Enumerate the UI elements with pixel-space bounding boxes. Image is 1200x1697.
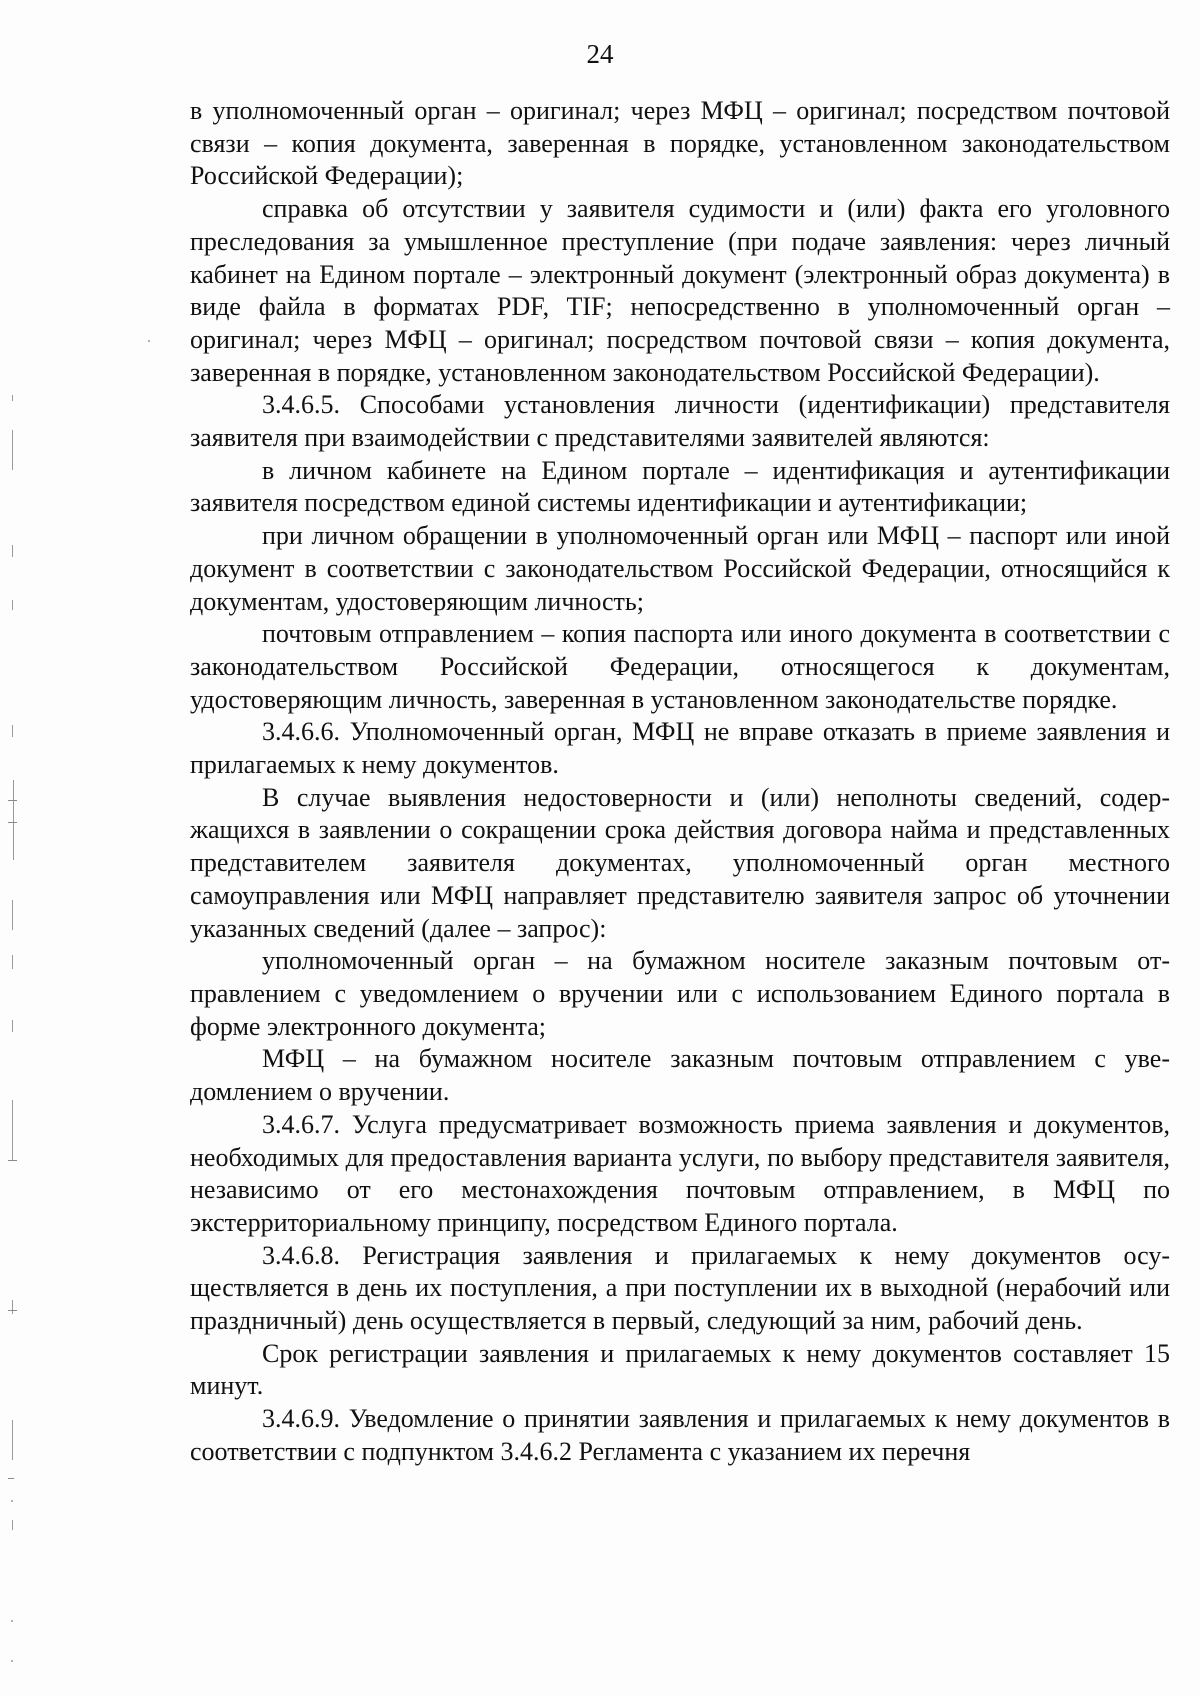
paragraph: Срок регистрации заявления и прилагаемых к нему документов составляет 15 минут. bbox=[190, 1338, 1170, 1401]
page-number: 24 bbox=[586, 39, 614, 69]
paragraph: в личном кабинете на Едином портале – идентификация и аутентификации заявителя посредством единой системы идентификации и аутентификации; bbox=[190, 455, 1170, 518]
paragraph: В случае выявления недостоверности и (или) неполноты сведений, содержащихся в заявлении о сокращении срока действия договора найма и представленных представителем заявителя документах, уполномоченный орган местного самоуправления или МФЦ направляет представителю заявителя запрос об уточнении указанных сведений (далее – запрос): bbox=[190, 782, 1170, 943]
paragraph: уполномоченный орган – на бумажном носителе заказным почтовым отправлением с уведомлением о вручении или с использованием Единого портала в форме электронного документа; bbox=[190, 946, 1170, 1041]
paragraph: 3.4.6.9. Уведомление о принятии заявления и прилагаемых к нему документов в соответствии с подпунктом 3.4.6.2 Регламента с указанием их перечня bbox=[190, 1404, 1170, 1466]
paragraph: МФЦ – на бумажном носителе заказным почтовым отправлением с уведомлением о вручении. bbox=[190, 1044, 1170, 1107]
paragraph: справка об отсутствии у заявителя судимости и (или) факта его уголовного преследования за умышленное преступление (при подаче заявления: через личный кабинет на Едином портале – электронный документ (электронный образ документа) в виде файла в форматах PDF, TIF; непосредственно в уполномоченный орган – оригинал; через МФЦ – оригинал; посредством почтовой связи – копия документа, заверенная в порядке, установленном законодательством Российской Федерации). bbox=[190, 194, 1170, 387]
paragraph: 3.4.6.7. Услуга предусматривает возможность приема заявления и документов, необходимых для предоставления варианта услуги, по выбору представителя заявителя, независимо от его местонахождения почтовым отправлением, в МФЦ по экстерриториальному принципу, посредством Единого портала. bbox=[190, 1109, 1170, 1237]
paragraph: 3.4.6.5. Способами установления личности (идентификации) представителя заявителя при взаимодействии с представителями заявителей являются: bbox=[190, 390, 1170, 453]
paragraph: 3.4.6.6. Уполномоченный орган, МФЦ не вправе отказать в приеме заявления и прилагаемых к нему документов. bbox=[190, 717, 1170, 780]
document-body bbox=[190, 95, 1170, 1469]
paragraph: в уполномоченный орган – оригинал; через МФЦ – оригинал; посредством почтовой связи – копия документа, заверенная в порядке, установленном законодательством Российской Федерации); bbox=[190, 96, 1170, 191]
paragraph: 3.4.6.8. Регистрация заявления и прилагаемых к нему документов осуществляется в день их поступления, а при поступлении их в выходной (нерабочий или праздничный) день осуществляется в первый, следующий за ним, рабочий день. bbox=[190, 1240, 1170, 1336]
paragraph: при личном обращении в уполномоченный орган или МФЦ – паспорт или иной документ в соответствии с законодательством Российской Федерации, относящийся к документам, удостоверяющим личность; bbox=[190, 521, 1170, 616]
paragraph: почтовым отправлением – копия паспорта или иного документа в соответствии с законодательством Российской Федерации, относящегося к документам, удостоверяющим личность, заверенная в установленном законодательстве порядке. bbox=[190, 619, 1170, 714]
scan-margin-artifacts bbox=[0, 0, 40, 1697]
